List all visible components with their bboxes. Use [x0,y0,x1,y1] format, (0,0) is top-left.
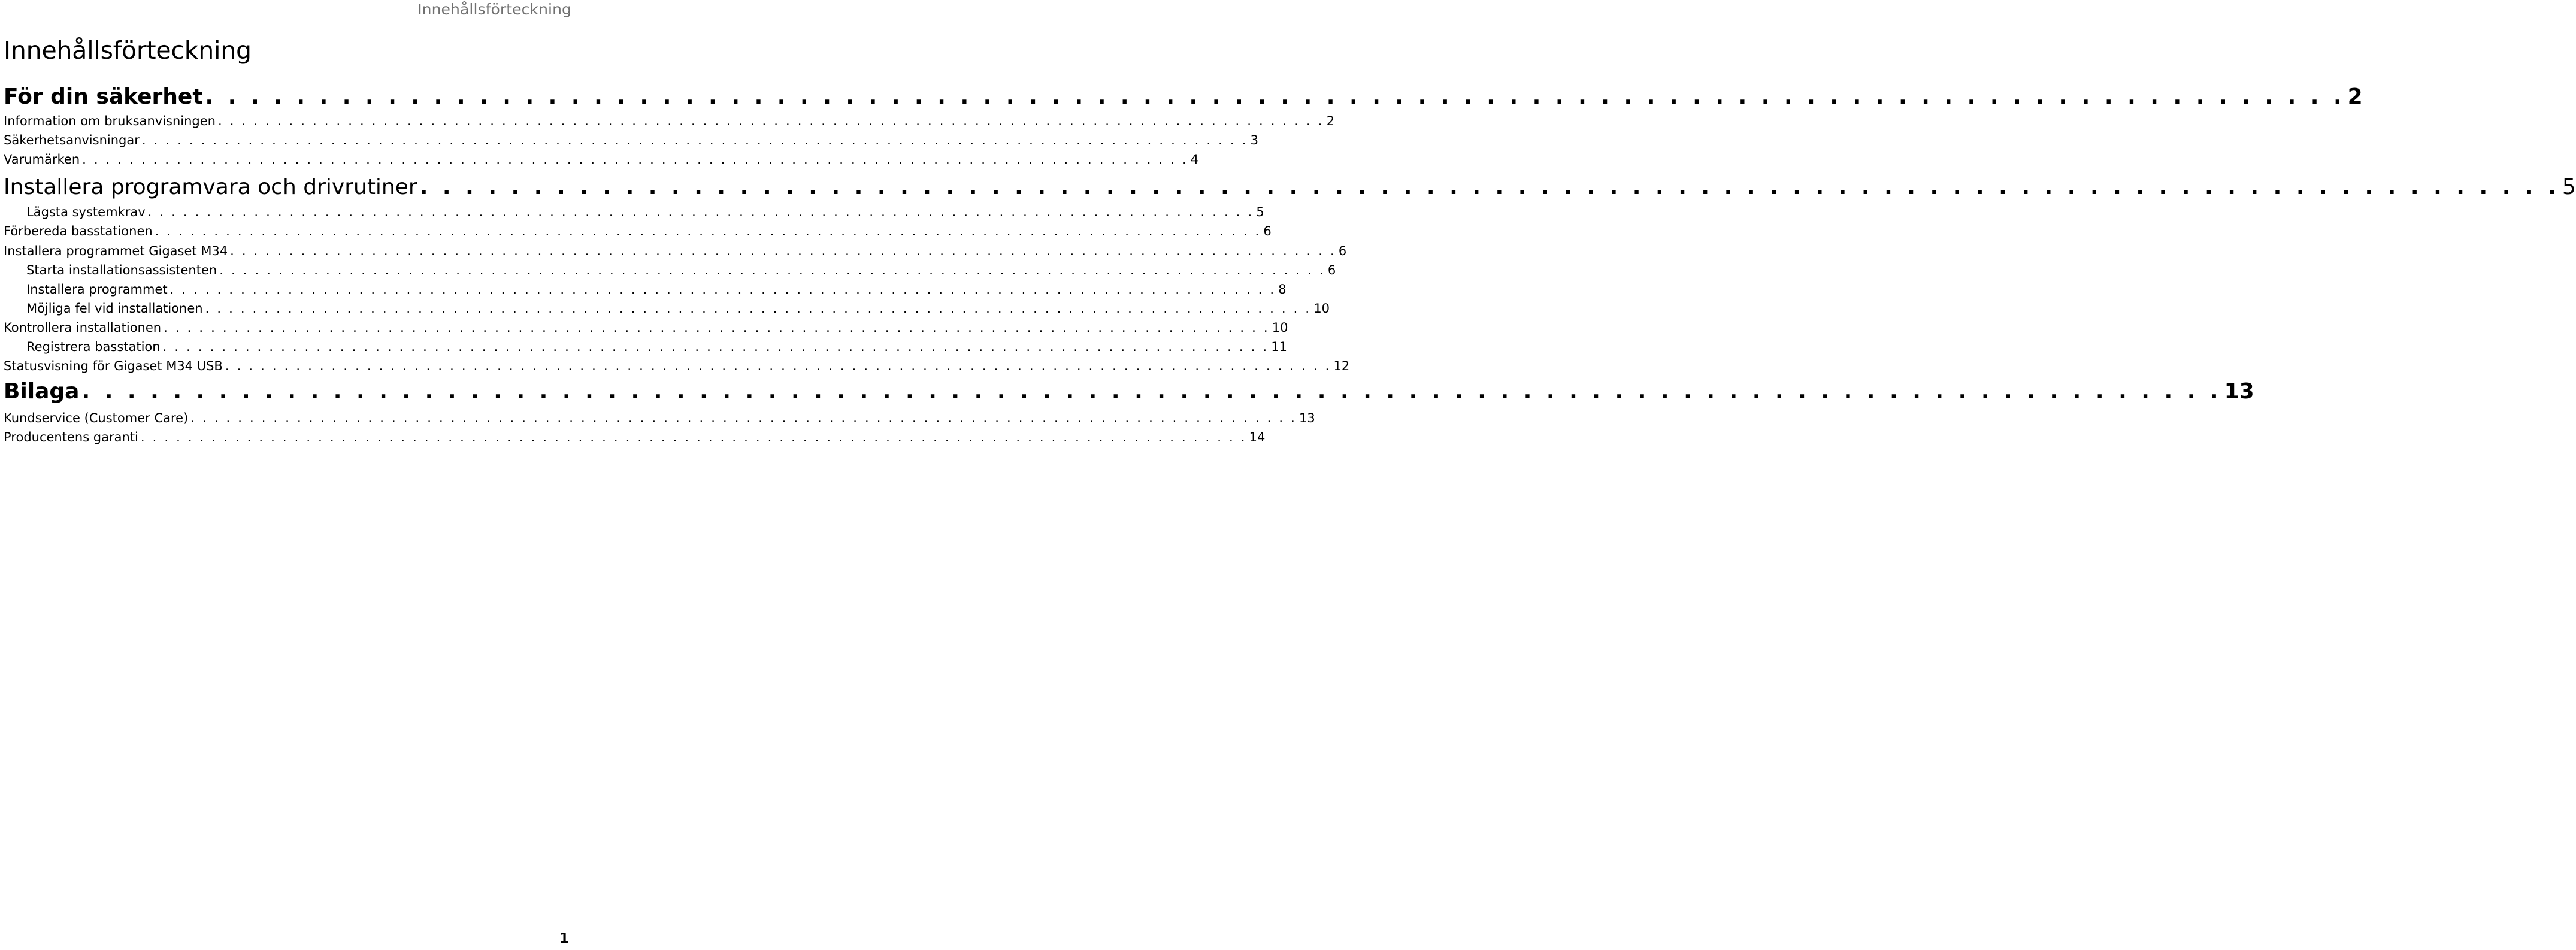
toc-page-number: 3 [1250,133,1258,147]
toc-entry[interactable] [4,409,1315,427]
toc-entry-label: Varumärken [4,152,80,167]
toc-leader: . . . . . . . . . . . . . . . . . . . . . . . . . . . . . . . . . . . . . . . . . . . . . . . . . . . . . . . . . . . . . . . . . . . . . . . . . . . . . . . . . . . . . . . . . . . . . . [162,340,1269,354]
toc-entry[interactable] [4,261,1336,279]
toc-leader: . . . . . . . . . . . . . . . . . . . . . . . . . . . . . . . . . . . . . . . . . . . . . . . . . . . . . . . . . . . . . . . . . . . . . . . . . . . . . . . . . . . . . . . . . . . . . . [81,379,2222,404]
toc-heading[interactable] [4,84,2363,110]
toc-entry[interactable] [4,338,1288,356]
toc-entry-label: Starta installationsassistenten [26,263,217,277]
running-header: Innehållsförteckning [417,1,571,18]
toc-entry[interactable] [4,319,1288,337]
toc-entry[interactable] [4,280,1287,298]
toc-entry[interactable] [4,222,1272,240]
toc-entry-label: Förbereda basstationen [4,224,153,238]
toc-leader: . . . . . . . . . . . . . . . . . . . . . . . . . . . . . . . . . . . . . . . . . . . . . . . . . . . . . . . . . . . . . . . . . . . . . . . . . . . . . . . . . . . . . . . . . . . . . . [205,301,1312,316]
toc-entry[interactable] [4,131,1258,149]
toc-entry[interactable] [4,299,1330,317]
toc-entry-label: Statusvisning för Gigaset M34 USB [4,359,223,373]
toc-leader: . . . . . . . . . . . . . . . . . . . . . . . . . . . . . . . . . . . . . . . . . . . . . . . . . . . . . . . . . . . . . . . . . . . . . . . . . . . . . . . . . . . . . . . . . . . . . . [230,244,1336,258]
toc-leader: . . . . . . . . . . . . . . . . . . . . . . . . . . . . . . . . . . . . . . . . . . . . . . . . . . . . . . . . . . . . . . . . . . . . . . . . . . . . . . . . . . . . . . . . . . . . . . [218,114,1324,128]
toc-page-number: 13 [1298,411,1315,425]
toc-entry[interactable] [4,242,1347,260]
toc-page-number: 5 [2562,175,2576,199]
toc-page-number: 6 [1338,244,1347,258]
toc-leader: . . . . . . . . . . . . . . . . . . . . . . . . . . . . . . . . . . . . . . . . . . . . . . . . . . . . . . . . . . . . . . . . . . . . . . . . . . . . . . . . . . . . . . . . . . . . . . [140,430,1247,444]
toc-heading[interactable] [4,174,2576,201]
page-number: 1 [559,931,569,946]
toc-heading[interactable] [4,379,2254,405]
toc-page-number: 10 [1272,320,1288,335]
toc-entry-label: Möjliga fel vid installationen [26,301,203,316]
toc-entry[interactable] [4,150,1199,168]
toc-entry-label: För din säkerhet [4,84,203,109]
toc-page-number: 12 [1333,359,1350,373]
toc-page-number: 5 [1256,205,1264,219]
toc-page-number: 4 [1190,152,1199,167]
toc-entry[interactable] [4,112,1335,130]
toc-page-number: 6 [1327,263,1336,277]
toc-entry-label: Säkerhetsanvisningar [4,133,140,147]
toc-entry[interactable] [4,203,1264,221]
toc-leader: . . . . . . . . . . . . . . . . . . . . . . . . . . . . . . . . . . . . . . . . . . . . . . . . . . . . . . . . . . . . . . . . . . . . . . . . . . . . . . . . . . . . . . . . . . . . . . [141,133,1248,147]
toc-entry-label: Bilaga [4,379,80,404]
toc-leader: . . . . . . . . . . . . . . . . . . . . . . . . . . . . . . . . . . . . . . . . . . . . . . . . . . . . . . . . . . . . . . . . . . . . . . . . . . . . . . . . . . . . . . . . . . . . . . [205,84,2345,109]
toc-leader: . . . . . . . . . . . . . . . . . . . . . . . . . . . . . . . . . . . . . . . . . . . . . . . . . . . . . . . . . . . . . . . . . . . . . . . . . . . . . . . . . . . . . . . . . . . . . . [155,224,1261,238]
toc-page-number: 13 [2224,379,2254,404]
toc-leader: . . . . . . . . . . . . . . . . . . . . . . . . . . . . . . . . . . . . . . . . . . . . . . . . . . . . . . . . . . . . . . . . . . . . . . . . . . . . . . . . . . . . . . . . . . . . . . [225,359,1331,373]
toc-entry-label: Producentens garanti [4,430,138,444]
toc-page-number: 6 [1263,224,1272,238]
toc-page-number: 8 [1278,282,1287,297]
toc-entry-label: Installera programvara och drivrutiner [4,175,417,199]
toc-leader: . . . . . . . . . . . . . . . . . . . . . . . . . . . . . . . . . . . . . . . . . . . . . . . . . . . . . . . . . . . . . . . . . . . . . . . . . . . . . . . . . . . . . . . . . . . . . . [219,263,1325,277]
toc-entry-label: Kundservice (Customer Care) [4,411,189,425]
toc-leader: . . . . . . . . . . . . . . . . . . . . . . . . . . . . . . . . . . . . . . . . . . . . . . . . . . . . . . . . . . . . . . . . . . . . . . . . . . . . . . . . . . . . . . . . . . . . . . [419,175,2560,199]
toc-page-number: 2 [2347,84,2363,109]
toc-page-number: 10 [1313,301,1330,316]
toc-entry[interactable] [4,357,1350,375]
toc-entry-label: Information om bruksanvisningen [4,114,216,128]
toc-page-number: 2 [1326,114,1335,128]
toc-entry-label: Installera programmet [26,282,168,297]
toc-page-number: 14 [1249,430,1266,444]
toc-entry-label: Registrera basstation [26,340,161,354]
toc-entry[interactable] [4,428,1266,446]
toc-entry-label: Kontrollera installationen [4,320,162,335]
toc-entry-label: Installera programmet Gigaset M34 [4,244,228,258]
toc-leader: . . . . . . . . . . . . . . . . . . . . . . . . . . . . . . . . . . . . . . . . . . . . . . . . . . . . . . . . . . . . . . . . . . . . . . . . . . . . . . . . . . . . . . . . . . . . . . [82,152,1188,167]
page-title: Innehållsförteckning [4,36,252,65]
toc-leader: . . . . . . . . . . . . . . . . . . . . . . . . . . . . . . . . . . . . . . . . . . . . . . . . . . . . . . . . . . . . . . . . . . . . . . . . . . . . . . . . . . . . . . . . . . . . . . [164,320,1270,335]
toc-leader: . . . . . . . . . . . . . . . . . . . . . . . . . . . . . . . . . . . . . . . . . . . . . . . . . . . . . . . . . . . . . . . . . . . . . . . . . . . . . . . . . . . . . . . . . . . . . . [169,282,1276,297]
toc-page-number: 11 [1271,340,1288,354]
toc-leader: . . . . . . . . . . . . . . . . . . . . . . . . . . . . . . . . . . . . . . . . . . . . . . . . . . . . . . . . . . . . . . . . . . . . . . . . . . . . . . . . . . . . . . . . . . . . . . [147,205,1254,219]
toc-leader: . . . . . . . . . . . . . . . . . . . . . . . . . . . . . . . . . . . . . . . . . . . . . . . . . . . . . . . . . . . . . . . . . . . . . . . . . . . . . . . . . . . . . . . . . . . . . . [190,411,1297,425]
toc-entry-label: Lägsta systemkrav [26,205,146,219]
